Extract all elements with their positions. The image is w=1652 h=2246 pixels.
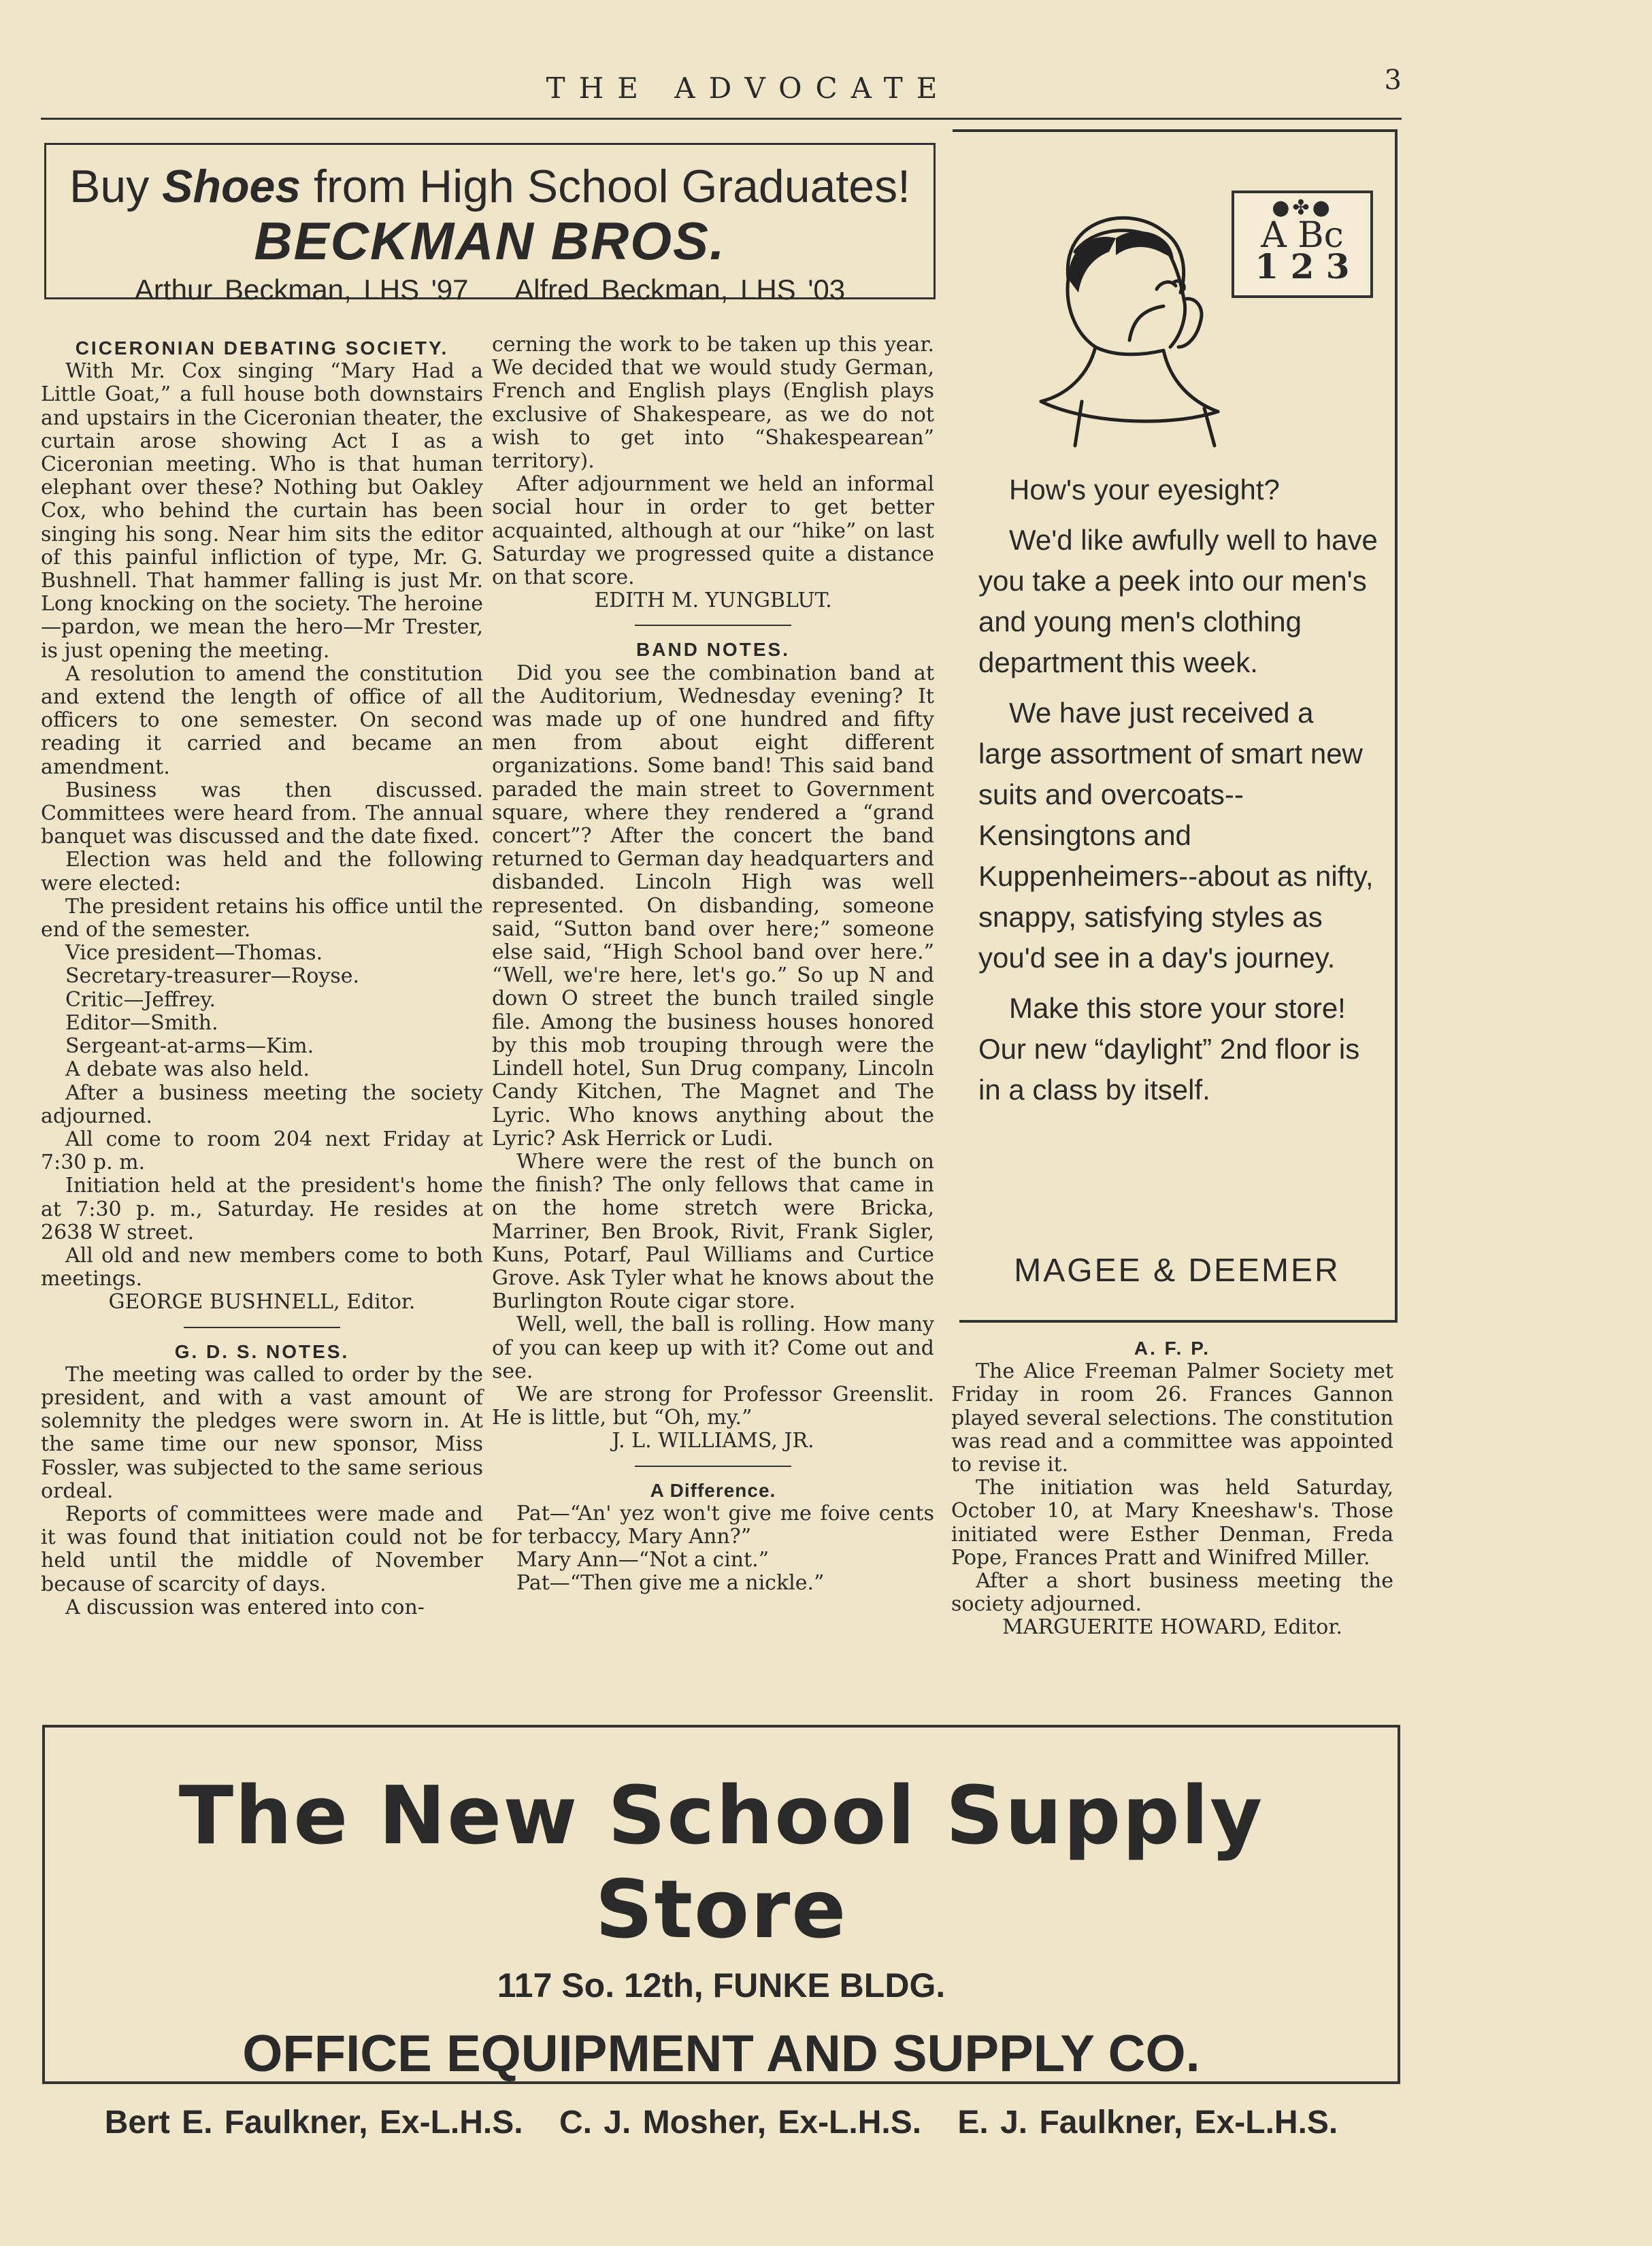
eye-chart-symbols: ●✤● xyxy=(1272,196,1333,220)
paragraph: Initiation held at the president's home at 7:30 p. m., Saturday. He resides at 2638 W street. xyxy=(41,1174,483,1244)
section-heading-difference: A Difference. xyxy=(650,1479,776,1501)
officer-line: Sergeant-at-arms—Kim. xyxy=(65,1034,314,1059)
column-1 xyxy=(41,337,483,1619)
eye-chart-letters: A Bc xyxy=(1261,215,1344,256)
signature: MARGUERITE HOWARD, Editor. xyxy=(1002,1615,1342,1640)
paragraph: A resolution to amend the constitution and extend the length of office of all officers to one semester. On second reading it carried and became an amendment. xyxy=(41,661,483,779)
paragraph: Election was held and the following were elected: xyxy=(41,848,483,895)
ad-beckman-owners: Arthur Beckman, LHS '97 Alfred Beckman, LHS '03 xyxy=(134,274,846,305)
divider xyxy=(184,1327,340,1328)
divider xyxy=(635,625,791,626)
officer-line: Vice president—Thomas. xyxy=(65,941,323,965)
section-heading-gds: G. D. S. NOTES. xyxy=(174,1340,350,1362)
ad-supply-address: 117 So. 12th, FUNKE BLDG. xyxy=(497,1966,946,2004)
section-heading-band: BAND NOTES. xyxy=(636,639,790,661)
signature: J. L. WILLIAMS, JR. xyxy=(612,1429,814,1453)
ad-supply-company: OFFICE EQUIPMENT AND SUPPLY CO. xyxy=(242,2025,1200,2083)
masthead-rule xyxy=(41,118,1402,120)
divider xyxy=(635,1466,791,1467)
paragraph: All come to room 204 next Friday at 7:30 p. m. xyxy=(41,1127,483,1175)
man-squinting-illustration xyxy=(1027,177,1232,449)
ad-beckman-bros xyxy=(44,143,936,305)
paragraph: Reports of committees were made and it was found that initiation could not be held until the middle of November because of scarcity of days. xyxy=(41,1502,483,1596)
paragraph: Did you see the combination band at the Auditorium, Wednesday evening? It was made up of one hundred and fifty men from about eight different organizations. Some band! This said band paraded the main street to Government square, where they rendered a “grand concert”? After the concert the band returned to German day headquarters and disbanded. Lincoln High was well represented. On disbanding, someone said, “Sutton band over here;” someone else said, “High School band over here.” “Well, we're here, let's go.” So up N and down O street the bunch trailed single file. Among the business houses honored by this mob trouping through were the Lindell hotel, Sun Drug company, Lincoln Candy Kitchen, The Magnet and The Lyric. Who knows anything about the Lyric? Ask Herrick or Ludi. xyxy=(492,661,934,1151)
signature: EDITH M. YUNGBLUT. xyxy=(594,589,832,613)
paragraph: With Mr. Cox singing “Mary Had a Little Goat,” a full house both downstairs and upstairs in the Ciceronian theater, the curtain arose showing Act I as a Ciceronian meeting. Who is that human elephant over these? Nothing but Oakley Cox, who behind the curtain has been singing his song. Near him sits the editor of this painful infliction of type, Mr. G. Bushnell. That hammer falling is just Mr. Long knocking on the society. The heroine —pardon, we mean the hero—Mr Trester, is just opening the meeting. xyxy=(41,359,483,663)
section-heading-ciceronian: CICERONIAN DEBATING SOCIETY. xyxy=(75,337,449,359)
dialogue-line: Pat—“An' yez won't give me foive cents for terbaccy, Mary Ann?” xyxy=(492,1501,934,1549)
paragraph: The president retains his office until the end of the semester. xyxy=(41,894,483,942)
paragraph: All old and new members come to both meetings. xyxy=(41,1243,483,1291)
dialogue-line: Mary Ann—“Not a cint.” xyxy=(516,1548,770,1572)
paragraph: We are strong for Professor Greenslit. He is little, but “Oh, my.” xyxy=(492,1382,934,1430)
paragraph: Business was then discussed. Committees were heard from. The annual banquet was discussed and the date fixed. xyxy=(41,778,483,849)
dialogue-line: Pat—“Then give me a nickle.” xyxy=(516,1571,825,1596)
column-3 xyxy=(951,1337,1393,1640)
officer-line: Critic—Jeffrey. xyxy=(65,987,216,1012)
paragraph: After a short business meeting the society adjourned. xyxy=(951,1569,1393,1617)
ad-paragraph: We'd like awfully well to have you take a peek into our men's and young men's clothing department this week. xyxy=(978,524,1378,678)
ad-paragraph: How's your eyesight? xyxy=(1009,474,1280,506)
paragraph: A discussion was entered into con- xyxy=(65,1595,425,1619)
page-number: 3 xyxy=(1384,65,1402,96)
eye-chart-sign xyxy=(1232,191,1373,298)
ad-supply-owners: Bert E. Faulkner, Ex-L.H.S. C. J. Mosher, Ex-L.H.S. E. J. Faulkner, Ex-L.H.S. xyxy=(104,2104,1338,2141)
ad-paragraph: Make this store your store! Our new “daylight” 2nd floor is in a class by itself. xyxy=(978,992,1360,1106)
column-2 xyxy=(492,333,934,1596)
paragraph: cerning the work to be taken up this year. We decided that we would study German, French and English plays (English plays exclusive of Shakespeare, as we do not wish to get into “Shakespearean” territory). xyxy=(492,333,934,474)
paragraph: The meeting was called to order by the president, and with a vast amount of solemnity the pledges were sworn in. At the same time our new sponsor, Miss Fossler, was subjected to the same serious ordeal. xyxy=(41,1362,483,1503)
ad-magee-deemer xyxy=(959,129,1398,1323)
paragraph: After adjournment we held an informal social hour in order to get better acquainted, although at our “hike” on last Saturday we progressed quite a distance on that score. xyxy=(492,472,934,590)
newspaper-title: THE ADVOCATE xyxy=(546,71,951,105)
ad-magee-signature: MAGEE & DEEMER xyxy=(1014,1253,1340,1289)
paragraph: Where were the rest of the bunch on the finish? The only fellows that came in on the home stretch were Bricka, Marriner, Ben Brook, Rivit, Frank Sigler, Kuns, Potarf, Paul Williams and Curtice Grove. Ask Tyler what he knows about the Burlington Route cigar store. xyxy=(492,1149,934,1314)
paragraph: Well, well, the ball is rolling. How many of you can keep up with it? Come out and see. xyxy=(492,1312,934,1383)
signature: GEORGE BUSHNELL, Editor. xyxy=(108,1290,416,1315)
ad-paragraph: We have just received a large assortment of smart new suits and overcoats--Kensingtons and Kuppenheimers--about as nifty, snappy, satisfying styles as you'd see in a day's journey. xyxy=(978,697,1374,974)
paragraph: The Alice Freeman Palmer Society met Friday in room 26. Frances Gannon played several selections. The constitution was read and a committee was appointed to revise it. xyxy=(951,1359,1393,1477)
ad-beckman-headline: Buy Shoes from High School Graduates! xyxy=(69,161,910,212)
officer-line: Editor—Smith. xyxy=(65,1010,218,1035)
ad-school-supply xyxy=(42,1725,1400,2141)
officer-line: Secretary-treasurer—Royse. xyxy=(65,964,360,989)
eye-chart-numbers: 1 2 3 xyxy=(1255,246,1350,286)
ad-supply-title: The New School Supply Store xyxy=(178,1768,1264,1956)
ad-beckman-name: BECKMAN BROS. xyxy=(254,211,726,271)
paragraph: After a business meeting the society adjourned. xyxy=(41,1080,483,1128)
masthead xyxy=(41,65,1402,112)
section-heading-afp: A. F. P. xyxy=(1134,1338,1211,1359)
ad-magee-copy xyxy=(978,469,1380,1120)
ad-border-top xyxy=(953,129,1395,132)
paragraph: A debate was also held. xyxy=(65,1057,310,1082)
paragraph: The initiation was held Saturday, October 10, at Mary Kneeshaw's. Those initiated were Esther Denman, Freda Pope, Frances Pratt and Winifred Miller. xyxy=(951,1476,1393,1570)
